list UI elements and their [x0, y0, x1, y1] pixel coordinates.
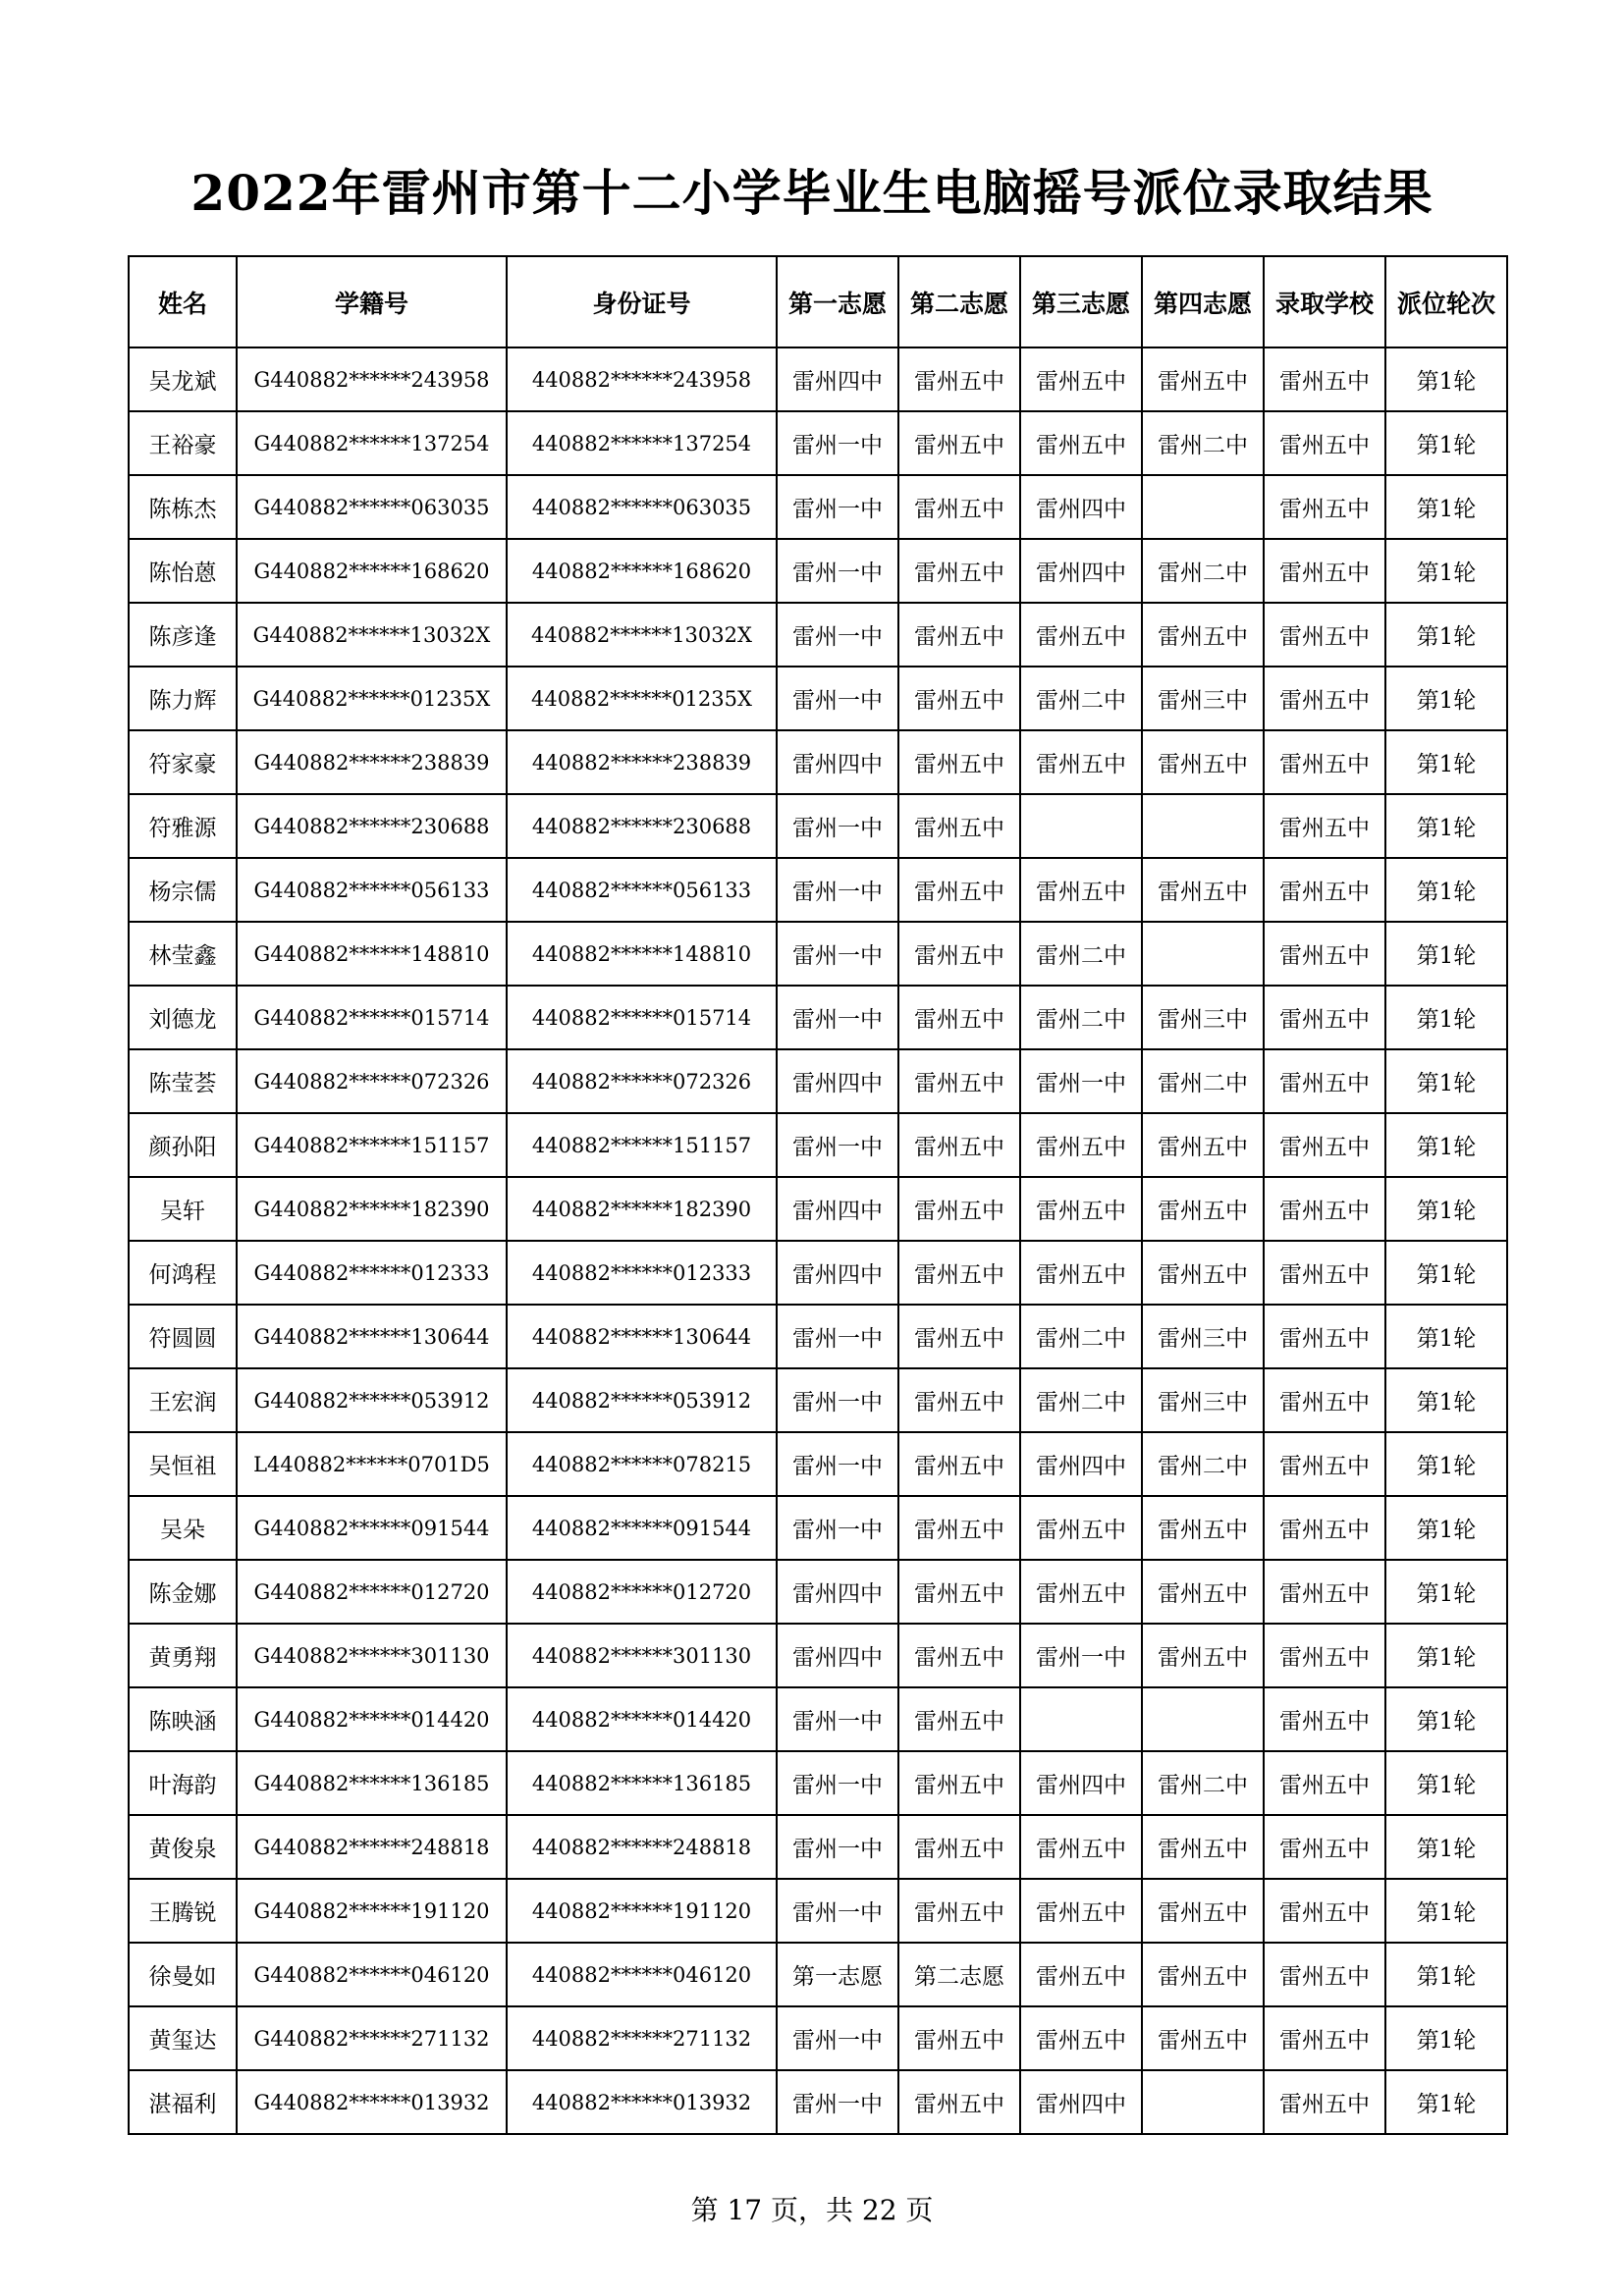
cell-choice-3	[1020, 794, 1142, 858]
cell-round: 第1轮	[1385, 922, 1507, 986]
cell-choice-4: 雷州五中	[1142, 347, 1264, 411]
cell-round: 第1轮	[1385, 794, 1507, 858]
col-header-choice-3: 第三志愿	[1020, 256, 1142, 347]
cell-round: 第1轮	[1385, 1687, 1507, 1751]
cell-student-id: L440882******0701D5	[237, 1432, 507, 1496]
col-header-id-card: 身份证号	[507, 256, 777, 347]
cell-choice-1: 雷州四中	[777, 347, 898, 411]
cell-choice-1: 雷州一中	[777, 1368, 898, 1432]
cell-round: 第1轮	[1385, 858, 1507, 922]
cell-choice-3: 雷州五中	[1020, 858, 1142, 922]
cell-admitted-school: 雷州五中	[1264, 858, 1385, 922]
cell-id-card: 440882******091544	[507, 1496, 777, 1560]
cell-choice-2: 雷州五中	[898, 922, 1020, 986]
cell-choice-1: 雷州一中	[777, 1113, 898, 1177]
cell-choice-1: 雷州一中	[777, 475, 898, 539]
cell-student-id: G440882******137254	[237, 411, 507, 475]
table-row	[129, 1496, 1507, 1560]
cell-name: 杨宗儒	[129, 858, 237, 922]
cell-student-id: G440882******182390	[237, 1177, 507, 1241]
cell-name: 吴恒祖	[129, 1432, 237, 1496]
cell-admitted-school: 雷州五中	[1264, 1113, 1385, 1177]
cell-choice-3: 雷州二中	[1020, 1305, 1142, 1368]
cell-admitted-school: 雷州五中	[1264, 1432, 1385, 1496]
cell-choice-3: 雷州五中	[1020, 1177, 1142, 1241]
table-row	[129, 667, 1507, 730]
cell-choice-2: 雷州五中	[898, 1368, 1020, 1432]
cell-round: 第1轮	[1385, 1049, 1507, 1113]
cell-choice-3: 雷州四中	[1020, 1751, 1142, 1815]
cell-choice-2: 雷州五中	[898, 858, 1020, 922]
cell-admitted-school: 雷州五中	[1264, 475, 1385, 539]
cell-choice-1: 雷州四中	[777, 1624, 898, 1687]
cell-round: 第1轮	[1385, 986, 1507, 1049]
table-row	[129, 922, 1507, 986]
cell-name: 吴龙斌	[129, 347, 237, 411]
cell-admitted-school: 雷州五中	[1264, 1368, 1385, 1432]
cell-choice-4: 雷州五中	[1142, 1177, 1264, 1241]
cell-student-id: G440882******248818	[237, 1815, 507, 1879]
cell-student-id: G440882******238839	[237, 730, 507, 794]
table-row	[129, 2006, 1507, 2070]
cell-round: 第1轮	[1385, 603, 1507, 667]
cell-choice-2: 雷州五中	[898, 603, 1020, 667]
cell-choice-3	[1020, 1687, 1142, 1751]
cell-id-card: 440882******168620	[507, 539, 777, 603]
cell-choice-4: 雷州五中	[1142, 603, 1264, 667]
col-header-admitted-school: 录取学校	[1264, 256, 1385, 347]
cell-id-card: 440882******014420	[507, 1687, 777, 1751]
cell-choice-2: 雷州五中	[898, 1496, 1020, 1560]
cell-choice-4: 雷州三中	[1142, 1368, 1264, 1432]
cell-choice-1: 雷州四中	[777, 730, 898, 794]
cell-round: 第1轮	[1385, 1177, 1507, 1241]
cell-student-id: G440882******056133	[237, 858, 507, 922]
cell-admitted-school: 雷州五中	[1264, 603, 1385, 667]
cell-choice-3: 雷州四中	[1020, 539, 1142, 603]
cell-choice-3: 雷州五中	[1020, 1241, 1142, 1305]
cell-round: 第1轮	[1385, 1879, 1507, 1943]
cell-admitted-school: 雷州五中	[1264, 2070, 1385, 2134]
cell-name: 黄玺达	[129, 2006, 237, 2070]
table-row	[129, 1177, 1507, 1241]
cell-admitted-school: 雷州五中	[1264, 1624, 1385, 1687]
cell-admitted-school: 雷州五中	[1264, 794, 1385, 858]
cell-admitted-school: 雷州五中	[1264, 1241, 1385, 1305]
cell-id-card: 440882******072326	[507, 1049, 777, 1113]
cell-choice-2: 雷州五中	[898, 1432, 1020, 1496]
cell-choice-2: 雷州五中	[898, 475, 1020, 539]
cell-admitted-school: 雷州五中	[1264, 1177, 1385, 1241]
cell-choice-4: 雷州五中	[1142, 1815, 1264, 1879]
cell-choice-3: 雷州五中	[1020, 347, 1142, 411]
cell-choice-1: 雷州一中	[777, 2006, 898, 2070]
cell-id-card: 440882******238839	[507, 730, 777, 794]
cell-choice-2: 雷州五中	[898, 1241, 1020, 1305]
cell-choice-4: 雷州二中	[1142, 1751, 1264, 1815]
cell-choice-3: 雷州二中	[1020, 986, 1142, 1049]
cell-round: 第1轮	[1385, 1368, 1507, 1432]
cell-id-card: 440882******012333	[507, 1241, 777, 1305]
cell-round: 第1轮	[1385, 411, 1507, 475]
cell-choice-4: 雷州五中	[1142, 1496, 1264, 1560]
cell-admitted-school: 雷州五中	[1264, 1879, 1385, 1943]
cell-name: 符圆圆	[129, 1305, 237, 1368]
cell-choice-3: 雷州五中	[1020, 2006, 1142, 2070]
cell-id-card: 440882******13032X	[507, 603, 777, 667]
cell-id-card: 440882******078215	[507, 1432, 777, 1496]
cell-student-id: G440882******012720	[237, 1560, 507, 1624]
cell-student-id: G440882******072326	[237, 1049, 507, 1113]
results-table	[128, 255, 1508, 2135]
cell-student-id: G440882******301130	[237, 1624, 507, 1687]
col-header-choice-4: 第四志愿	[1142, 256, 1264, 347]
cell-choice-2: 雷州五中	[898, 730, 1020, 794]
cell-round: 第1轮	[1385, 1751, 1507, 1815]
cell-student-id: G440882******014420	[237, 1687, 507, 1751]
cell-choice-2: 雷州五中	[898, 1751, 1020, 1815]
cell-admitted-school: 雷州五中	[1264, 1751, 1385, 1815]
cell-choice-4	[1142, 1687, 1264, 1751]
cell-choice-3: 雷州五中	[1020, 1879, 1142, 1943]
cell-student-id: G440882******230688	[237, 794, 507, 858]
cell-choice-2: 雷州五中	[898, 1177, 1020, 1241]
cell-round: 第1轮	[1385, 539, 1507, 603]
cell-admitted-school: 雷州五中	[1264, 1687, 1385, 1751]
col-header-choice-2: 第二志愿	[898, 256, 1020, 347]
cell-choice-2: 雷州五中	[898, 2006, 1020, 2070]
table-row	[129, 1113, 1507, 1177]
cell-choice-2: 雷州五中	[898, 2070, 1020, 2134]
cell-round: 第1轮	[1385, 730, 1507, 794]
cell-choice-1: 雷州四中	[777, 1177, 898, 1241]
cell-student-id: G440882******243958	[237, 347, 507, 411]
cell-round: 第1轮	[1385, 1496, 1507, 1560]
table-row	[129, 1368, 1507, 1432]
cell-name: 陈彦逢	[129, 603, 237, 667]
cell-choice-2: 雷州五中	[898, 1049, 1020, 1113]
cell-name: 何鸿程	[129, 1241, 237, 1305]
cell-choice-4: 雷州五中	[1142, 1241, 1264, 1305]
table-row	[129, 730, 1507, 794]
cell-round: 第1轮	[1385, 1432, 1507, 1496]
cell-student-id: G440882******053912	[237, 1368, 507, 1432]
col-header-choice-1: 第一志愿	[777, 256, 898, 347]
cell-id-card: 440882******248818	[507, 1815, 777, 1879]
cell-choice-1: 雷州一中	[777, 1879, 898, 1943]
cell-choice-4	[1142, 794, 1264, 858]
cell-choice-4: 雷州二中	[1142, 411, 1264, 475]
cell-choice-1: 雷州四中	[777, 1049, 898, 1113]
cell-name: 王裕豪	[129, 411, 237, 475]
cell-round: 第1轮	[1385, 1305, 1507, 1368]
cell-choice-1: 雷州一中	[777, 1751, 898, 1815]
table-row	[129, 794, 1507, 858]
cell-choice-4: 雷州二中	[1142, 539, 1264, 603]
cell-choice-1: 雷州一中	[777, 2070, 898, 2134]
cell-round: 第1轮	[1385, 475, 1507, 539]
cell-student-id: G440882******168620	[237, 539, 507, 603]
table-row	[129, 1241, 1507, 1305]
cell-choice-1: 雷州一中	[777, 1687, 898, 1751]
cell-admitted-school: 雷州五中	[1264, 1943, 1385, 2006]
table-row	[129, 539, 1507, 603]
cell-choice-4: 雷州五中	[1142, 2006, 1264, 2070]
cell-name: 黄勇翔	[129, 1624, 237, 1687]
cell-choice-4: 雷州五中	[1142, 1943, 1264, 2006]
cell-admitted-school: 雷州五中	[1264, 667, 1385, 730]
cell-student-id: G440882******191120	[237, 1879, 507, 1943]
cell-choice-1: 雷州一中	[777, 1305, 898, 1368]
cell-name: 陈怡蒽	[129, 539, 237, 603]
cell-choice-2: 雷州五中	[898, 411, 1020, 475]
cell-choice-1: 雷州一中	[777, 539, 898, 603]
cell-choice-2: 雷州五中	[898, 794, 1020, 858]
cell-admitted-school: 雷州五中	[1264, 539, 1385, 603]
cell-choice-4	[1142, 2070, 1264, 2134]
cell-name: 黄俊泉	[129, 1815, 237, 1879]
cell-choice-1: 雷州四中	[777, 1241, 898, 1305]
cell-choice-2: 雷州五中	[898, 1113, 1020, 1177]
table-row	[129, 1305, 1507, 1368]
cell-name: 陈力辉	[129, 667, 237, 730]
cell-id-card: 440882******056133	[507, 858, 777, 922]
cell-admitted-school: 雷州五中	[1264, 1305, 1385, 1368]
cell-choice-1: 雷州一中	[777, 1496, 898, 1560]
cell-id-card: 440882******130644	[507, 1305, 777, 1368]
cell-name: 徐曼如	[129, 1943, 237, 2006]
cell-id-card: 440882******182390	[507, 1177, 777, 1241]
table-row	[129, 1879, 1507, 1943]
cell-id-card: 440882******191120	[507, 1879, 777, 1943]
cell-choice-3: 雷州五中	[1020, 730, 1142, 794]
cell-choice-3: 雷州五中	[1020, 1496, 1142, 1560]
cell-id-card: 440882******01235X	[507, 667, 777, 730]
cell-choice-1: 雷州一中	[777, 667, 898, 730]
cell-name: 王宏润	[129, 1368, 237, 1432]
cell-choice-1: 雷州一中	[777, 1432, 898, 1496]
cell-name: 王腾锐	[129, 1879, 237, 1943]
header-row	[129, 256, 1507, 347]
cell-choice-3: 雷州四中	[1020, 2070, 1142, 2134]
cell-choice-4: 雷州五中	[1142, 1879, 1264, 1943]
cell-student-id: G440882******063035	[237, 475, 507, 539]
table-row	[129, 858, 1507, 922]
cell-student-id: G440882******130644	[237, 1305, 507, 1368]
cell-choice-2: 雷州五中	[898, 347, 1020, 411]
cell-choice-4: 雷州五中	[1142, 858, 1264, 922]
cell-round: 第1轮	[1385, 2070, 1507, 2134]
table-row	[129, 1049, 1507, 1113]
cell-student-id: G440882******091544	[237, 1496, 507, 1560]
cell-choice-4: 雷州五中	[1142, 1624, 1264, 1687]
cell-choice-1: 雷州一中	[777, 922, 898, 986]
cell-id-card: 440882******046120	[507, 1943, 777, 2006]
col-header-student-id: 学籍号	[237, 256, 507, 347]
table-row	[129, 411, 1507, 475]
cell-choice-4: 雷州二中	[1142, 1049, 1264, 1113]
cell-round: 第1轮	[1385, 2006, 1507, 2070]
cell-name: 陈莹荟	[129, 1049, 237, 1113]
cell-name: 林莹鑫	[129, 922, 237, 986]
cell-name: 吴朵	[129, 1496, 237, 1560]
cell-choice-3: 雷州五中	[1020, 1943, 1142, 2006]
cell-choice-2: 雷州五中	[898, 1560, 1020, 1624]
cell-admitted-school: 雷州五中	[1264, 986, 1385, 1049]
cell-round: 第1轮	[1385, 1113, 1507, 1177]
cell-admitted-school: 雷州五中	[1264, 1049, 1385, 1113]
table-row	[129, 1943, 1507, 2006]
cell-choice-1: 雷州一中	[777, 411, 898, 475]
cell-choice-2: 雷州五中	[898, 1879, 1020, 1943]
cell-student-id: G440882******13032X	[237, 603, 507, 667]
cell-name: 刘德龙	[129, 986, 237, 1049]
cell-student-id: G440882******148810	[237, 922, 507, 986]
cell-id-card: 440882******063035	[507, 475, 777, 539]
table-row	[129, 1560, 1507, 1624]
cell-round: 第1轮	[1385, 1624, 1507, 1687]
table-row	[129, 1432, 1507, 1496]
cell-choice-3: 雷州二中	[1020, 922, 1142, 986]
cell-round: 第1轮	[1385, 667, 1507, 730]
cell-student-id: G440882******012333	[237, 1241, 507, 1305]
cell-student-id: G440882******271132	[237, 2006, 507, 2070]
cell-admitted-school: 雷州五中	[1264, 730, 1385, 794]
cell-choice-4	[1142, 922, 1264, 986]
col-header-round: 派位轮次	[1385, 256, 1507, 347]
cell-choice-3: 雷州五中	[1020, 411, 1142, 475]
cell-admitted-school: 雷州五中	[1264, 1560, 1385, 1624]
cell-id-card: 440882******013932	[507, 2070, 777, 2134]
cell-name: 湛福利	[129, 2070, 237, 2134]
cell-choice-3: 雷州二中	[1020, 667, 1142, 730]
cell-choice-3: 雷州五中	[1020, 1815, 1142, 1879]
cell-round: 第1轮	[1385, 1560, 1507, 1624]
cell-name: 陈映涵	[129, 1687, 237, 1751]
cell-admitted-school: 雷州五中	[1264, 922, 1385, 986]
page-title: 2022年雷州市第十二小学毕业生电脑摇号派位录取结果	[190, 164, 1434, 222]
cell-admitted-school: 雷州五中	[1264, 411, 1385, 475]
cell-round: 第1轮	[1385, 1241, 1507, 1305]
cell-choice-1: 雷州一中	[777, 603, 898, 667]
cell-student-id: G440882******01235X	[237, 667, 507, 730]
cell-id-card: 440882******136185	[507, 1751, 777, 1815]
cell-choice-2: 雷州五中	[898, 1687, 1020, 1751]
table-row	[129, 1624, 1507, 1687]
cell-round: 第1轮	[1385, 347, 1507, 411]
cell-choice-4: 雷州五中	[1142, 1560, 1264, 1624]
cell-id-card: 440882******053912	[507, 1368, 777, 1432]
cell-choice-3: 雷州二中	[1020, 1368, 1142, 1432]
cell-choice-3: 雷州五中	[1020, 603, 1142, 667]
cell-choice-1: 雷州一中	[777, 858, 898, 922]
cell-id-card: 440882******015714	[507, 986, 777, 1049]
cell-choice-3: 雷州四中	[1020, 475, 1142, 539]
cell-choice-4: 雷州二中	[1142, 1432, 1264, 1496]
table-row	[129, 1751, 1507, 1815]
cell-admitted-school: 雷州五中	[1264, 2006, 1385, 2070]
cell-choice-2: 雷州五中	[898, 539, 1020, 603]
table-row	[129, 475, 1507, 539]
cell-choice-4: 雷州五中	[1142, 730, 1264, 794]
cell-admitted-school: 雷州五中	[1264, 1815, 1385, 1879]
table-row	[129, 2070, 1507, 2134]
cell-choice-4: 雷州三中	[1142, 1305, 1264, 1368]
cell-choice-2: 雷州五中	[898, 667, 1020, 730]
cell-choice-4	[1142, 475, 1264, 539]
cell-choice-3: 雷州四中	[1020, 1432, 1142, 1496]
cell-choice-3: 雷州一中	[1020, 1049, 1142, 1113]
cell-id-card: 440882******137254	[507, 411, 777, 475]
cell-choice-4: 雷州三中	[1142, 667, 1264, 730]
table-row	[129, 1815, 1507, 1879]
cell-admitted-school: 雷州五中	[1264, 1496, 1385, 1560]
cell-student-id: G440882******151157	[237, 1113, 507, 1177]
cell-choice-3: 雷州五中	[1020, 1560, 1142, 1624]
cell-id-card: 440882******301130	[507, 1624, 777, 1687]
cell-student-id: G440882******136185	[237, 1751, 507, 1815]
page-number: 第 17 页，共 22 页	[690, 2194, 934, 2226]
cell-name: 叶海韵	[129, 1751, 237, 1815]
cell-choice-1: 雷州一中	[777, 794, 898, 858]
cell-round: 第1轮	[1385, 1815, 1507, 1879]
cell-choice-2: 第二志愿	[898, 1943, 1020, 2006]
table-row	[129, 347, 1507, 411]
cell-id-card: 440882******151157	[507, 1113, 777, 1177]
cell-id-card: 440882******243958	[507, 347, 777, 411]
cell-name: 符家豪	[129, 730, 237, 794]
cell-name: 陈金娜	[129, 1560, 237, 1624]
cell-name: 符雅源	[129, 794, 237, 858]
cell-admitted-school: 雷州五中	[1264, 347, 1385, 411]
cell-name: 颜孙阳	[129, 1113, 237, 1177]
cell-id-card: 440882******012720	[507, 1560, 777, 1624]
cell-choice-1: 雷州一中	[777, 1815, 898, 1879]
cell-choice-4: 雷州五中	[1142, 1113, 1264, 1177]
cell-choice-1: 雷州四中	[777, 1560, 898, 1624]
cell-name: 陈栋杰	[129, 475, 237, 539]
cell-student-id: G440882******013932	[237, 2070, 507, 2134]
cell-choice-2: 雷州五中	[898, 986, 1020, 1049]
cell-choice-2: 雷州五中	[898, 1815, 1020, 1879]
table-row	[129, 986, 1507, 1049]
cell-choice-1: 雷州一中	[777, 986, 898, 1049]
cell-round: 第1轮	[1385, 1943, 1507, 2006]
col-header-name: 姓名	[129, 256, 237, 347]
cell-choice-1: 第一志愿	[777, 1943, 898, 2006]
table-row	[129, 603, 1507, 667]
cell-id-card: 440882******230688	[507, 794, 777, 858]
cell-id-card: 440882******271132	[507, 2006, 777, 2070]
cell-student-id: G440882******046120	[237, 1943, 507, 2006]
cell-student-id: G440882******015714	[237, 986, 507, 1049]
cell-choice-3: 雷州五中	[1020, 1113, 1142, 1177]
cell-choice-2: 雷州五中	[898, 1305, 1020, 1368]
cell-choice-2: 雷州五中	[898, 1624, 1020, 1687]
cell-choice-3: 雷州一中	[1020, 1624, 1142, 1687]
table-row	[129, 1687, 1507, 1751]
cell-id-card: 440882******148810	[507, 922, 777, 986]
cell-choice-4: 雷州三中	[1142, 986, 1264, 1049]
cell-name: 吴轩	[129, 1177, 237, 1241]
